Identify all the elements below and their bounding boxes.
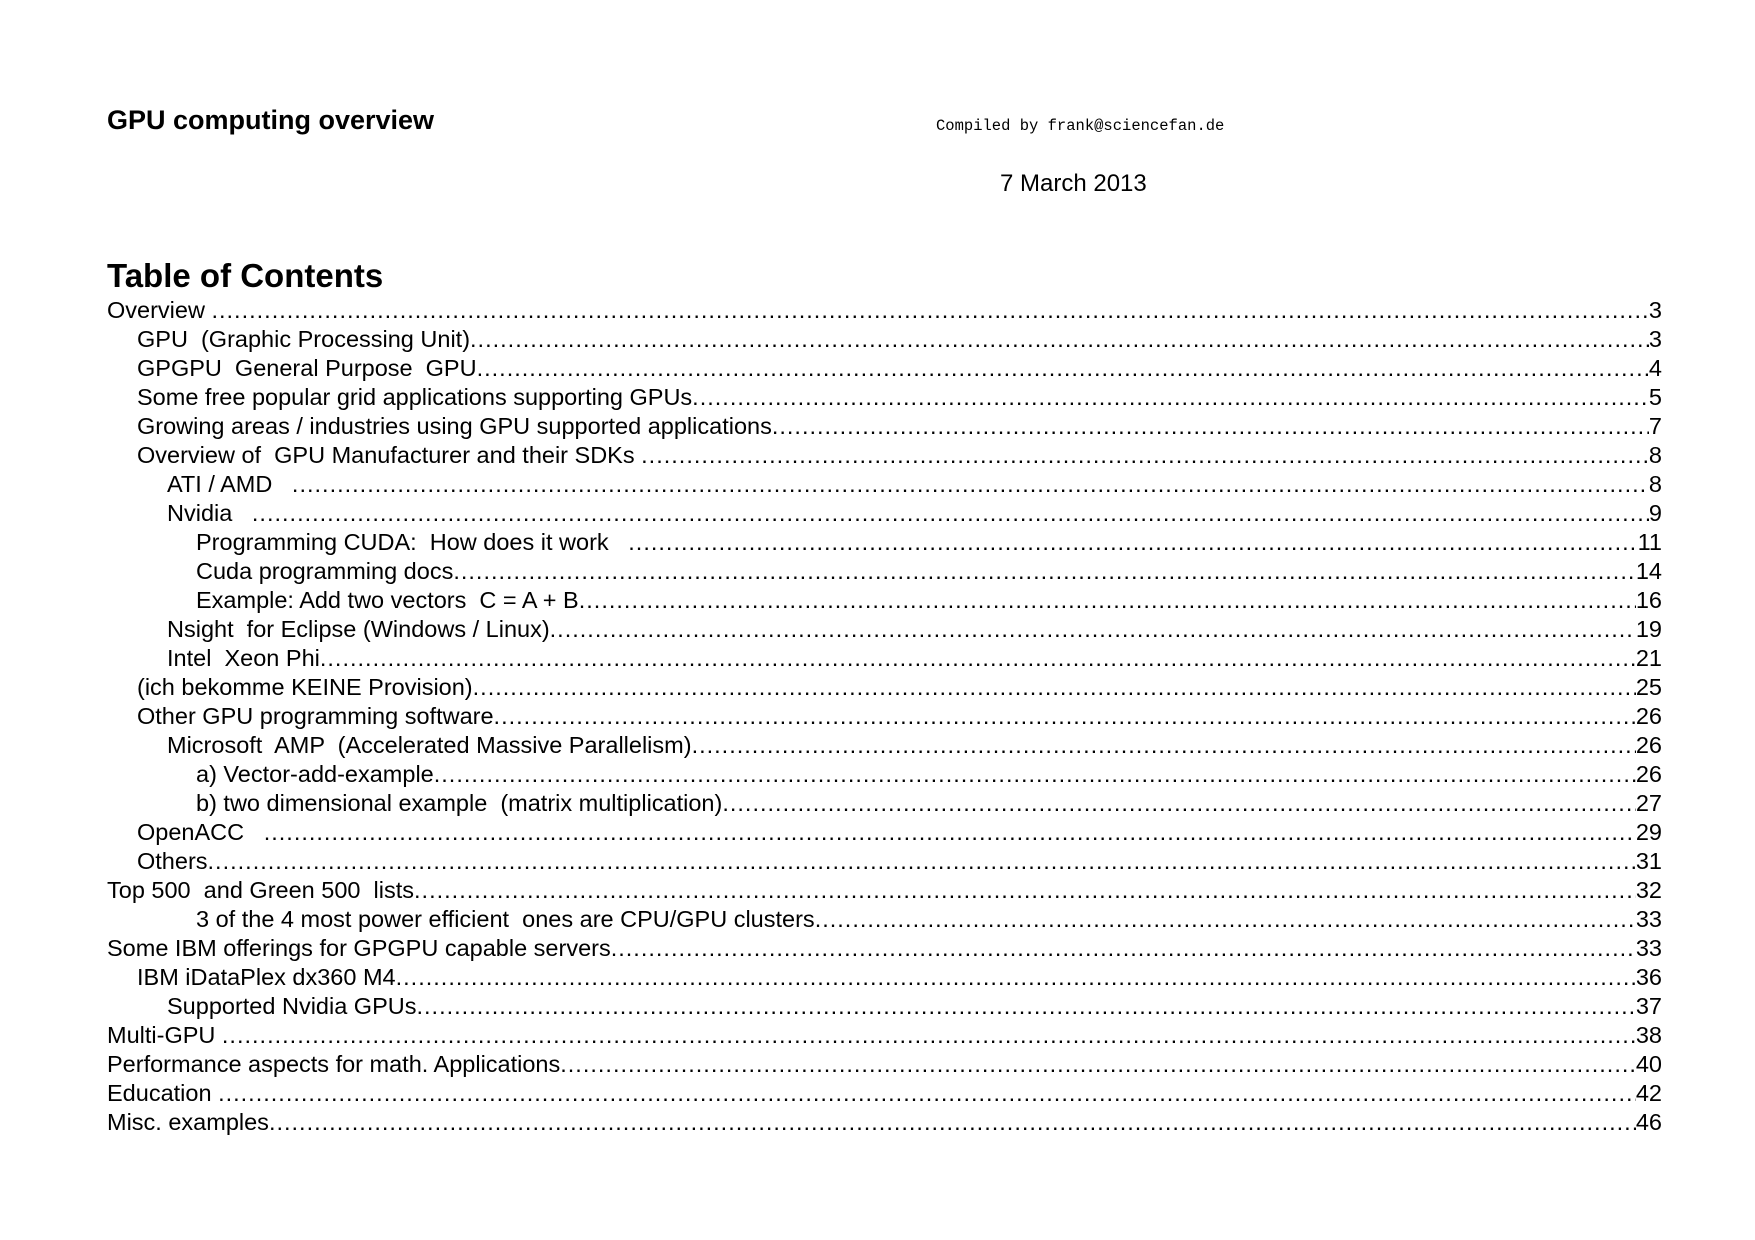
toc-entry[interactable] — [107, 644, 1662, 673]
toc-page-number: 9 — [1648, 500, 1662, 526]
toc-entry[interactable] — [107, 731, 1662, 760]
toc-page-number: 16 — [1635, 587, 1662, 613]
toc-entry[interactable] — [107, 847, 1662, 876]
toc-dot-leader — [692, 383, 1649, 412]
toc-dot-leader — [473, 673, 1636, 702]
toc-page-number: 31 — [1635, 848, 1662, 874]
toc-entry-title: GPU (Graphic Processing Unit) — [137, 326, 471, 352]
toc-dot-leader — [416, 992, 1635, 1021]
toc-dot-leader — [434, 760, 1636, 789]
toc-dot-leader — [722, 789, 1636, 818]
toc-dot-leader — [264, 818, 1636, 847]
toc-entry-title: ATI / AMD — [167, 471, 292, 497]
toc-entry[interactable] — [107, 441, 1662, 470]
toc-dot-leader — [579, 586, 1636, 615]
toc-entry[interactable] — [107, 1021, 1662, 1050]
toc-entry[interactable] — [107, 615, 1662, 644]
toc-entry-title: Nsight for Eclipse (Windows / Linux) — [167, 616, 550, 642]
toc-page-number: 46 — [1635, 1109, 1662, 1135]
toc-entry[interactable] — [107, 557, 1662, 586]
toc-entry-title: Overview — [107, 297, 212, 323]
toc-dot-leader — [222, 1021, 1636, 1050]
toc-entry[interactable] — [107, 789, 1662, 818]
toc-dot-leader — [453, 557, 1636, 586]
toc-entry[interactable] — [107, 905, 1662, 934]
toc-entry[interactable] — [107, 760, 1662, 789]
toc-entry-title: IBM iDataPlex dx360 M4 — [137, 964, 396, 990]
toc-dot-leader — [494, 702, 1636, 731]
toc-entry-title: Multi-GPU — [107, 1022, 222, 1048]
toc-entry-title: Overview of GPU Manufacturer and their SDKs — [137, 442, 642, 468]
toc-dot-leader — [692, 731, 1636, 760]
toc-page-number: 26 — [1635, 732, 1662, 758]
toc-entry-title: Cuda programming docs — [196, 558, 454, 584]
document-title: GPU computing overview — [107, 105, 435, 135]
toc-entry-title: Example: Add two vectors C = A + B — [196, 587, 579, 613]
toc-dot-leader — [772, 412, 1649, 441]
toc-entry-title: Supported Nvidia GPUs — [167, 993, 417, 1019]
toc-page-number: 25 — [1635, 674, 1662, 700]
toc-page-number: 36 — [1635, 964, 1662, 990]
toc-dot-leader — [208, 847, 1636, 876]
toc-page-number: 11 — [1637, 529, 1662, 555]
toc-entry-title: GPGPU General Purpose GPU — [137, 355, 477, 381]
toc-dot-leader — [252, 499, 1649, 528]
toc-entry[interactable] — [107, 412, 1662, 441]
toc-entry[interactable] — [107, 499, 1662, 528]
toc-entry[interactable] — [107, 992, 1662, 1021]
toc-entry[interactable] — [107, 934, 1662, 963]
toc-entry[interactable] — [107, 1108, 1662, 1137]
toc-entry-title: Nvidia — [167, 500, 252, 526]
toc-page-number: 42 — [1635, 1080, 1662, 1106]
toc-entry-title: OpenACC — [137, 819, 264, 845]
toc-page-number: 33 — [1635, 906, 1662, 932]
toc-entry[interactable] — [107, 354, 1662, 383]
toc-entry[interactable] — [107, 325, 1662, 354]
toc-page-number: 33 — [1635, 935, 1662, 961]
toc-page-number: 4 — [1648, 355, 1662, 381]
toc-entry-title: Some IBM offerings for GPGPU capable servers — [107, 935, 611, 961]
toc-entry-title: Other GPU programming software — [137, 703, 494, 729]
toc-dot-leader — [470, 325, 1649, 354]
toc-dot-leader — [641, 441, 1649, 470]
toc-entry-title: Others — [137, 848, 208, 874]
toc-entry[interactable] — [107, 876, 1662, 905]
toc-page-number: 3 — [1648, 326, 1662, 352]
table-of-contents — [107, 296, 1662, 1137]
compiled-by-note: Compiled by frank@sciencefan.de — [936, 117, 1225, 135]
toc-dot-leader — [292, 470, 1649, 499]
toc-dot-leader — [414, 876, 1636, 905]
toc-dot-leader — [218, 1079, 1636, 1108]
toc-page-number: 5 — [1648, 384, 1662, 410]
toc-page-number: 26 — [1635, 703, 1662, 729]
toc-page-number: 7 — [1648, 413, 1662, 439]
toc-entry-title: (ich bekomme KEINE Provision) — [137, 674, 473, 700]
toc-page-number: 32 — [1635, 877, 1662, 903]
toc-page-number: 19 — [1635, 616, 1662, 642]
toc-dot-leader — [611, 934, 1636, 963]
toc-entry-title: Programming CUDA: How does it work — [196, 529, 629, 555]
document-date: 7 March 2013 — [1000, 170, 1147, 197]
toc-dot-leader — [396, 963, 1636, 992]
toc-entry[interactable] — [107, 818, 1662, 847]
toc-entry-title: 3 of the 4 most power efficient ones are CPU/GPU clusters — [196, 906, 815, 932]
toc-page-number: 40 — [1635, 1051, 1662, 1077]
toc-page-number: 8 — [1648, 442, 1662, 468]
toc-dot-leader — [815, 905, 1636, 934]
toc-entry[interactable] — [107, 528, 1662, 557]
toc-entry[interactable] — [107, 586, 1662, 615]
toc-entry-title: Growing areas / industries using GPU supported applications — [137, 413, 772, 439]
toc-entry-title: Education — [107, 1080, 219, 1106]
toc-page-number: 8 — [1648, 471, 1662, 497]
toc-entry[interactable] — [107, 296, 1662, 325]
toc-entry-title: a) Vector-add-example — [196, 761, 434, 787]
toc-page-number: 27 — [1635, 790, 1662, 816]
toc-page-number: 26 — [1635, 761, 1662, 787]
toc-page-number: 14 — [1635, 558, 1662, 584]
toc-entry[interactable] — [107, 383, 1662, 412]
toc-dot-leader — [477, 354, 1649, 383]
toc-page-number: 29 — [1635, 819, 1662, 845]
toc-entry-title: Misc. examples — [107, 1109, 269, 1135]
toc-dot-leader — [628, 528, 1637, 557]
toc-entry-title: Microsoft AMP (Accelerated Massive Parallelism) — [167, 732, 692, 758]
toc-dot-leader — [550, 615, 1636, 644]
toc-entry-title: b) two dimensional example (matrix multiplication) — [196, 790, 723, 816]
toc-entry[interactable] — [107, 702, 1662, 731]
toc-page-number: 21 — [1635, 645, 1662, 671]
toc-page-number: 37 — [1635, 993, 1662, 1019]
toc-entry-title: Top 500 and Green 500 lists — [107, 877, 415, 903]
toc-entry[interactable] — [107, 963, 1662, 992]
toc-heading: Table of Contents — [107, 257, 384, 294]
toc-dot-leader — [320, 644, 1636, 673]
toc-dot-leader — [560, 1050, 1636, 1079]
toc-entry[interactable] — [107, 1050, 1662, 1079]
toc-entry[interactable] — [107, 1079, 1662, 1108]
toc-entry-title: Some free popular grid applications supporting GPUs — [137, 384, 693, 410]
toc-entry-title: Intel Xeon Phi — [167, 645, 320, 671]
toc-dot-leader — [269, 1108, 1636, 1137]
toc-page-number: 3 — [1648, 297, 1662, 323]
toc-entry-title: Performance aspects for math. Applications — [107, 1051, 561, 1077]
toc-dot-leader — [211, 296, 1648, 325]
toc-page-number: 38 — [1635, 1022, 1662, 1048]
toc-entry[interactable] — [107, 673, 1662, 702]
toc-entry[interactable] — [107, 470, 1662, 499]
